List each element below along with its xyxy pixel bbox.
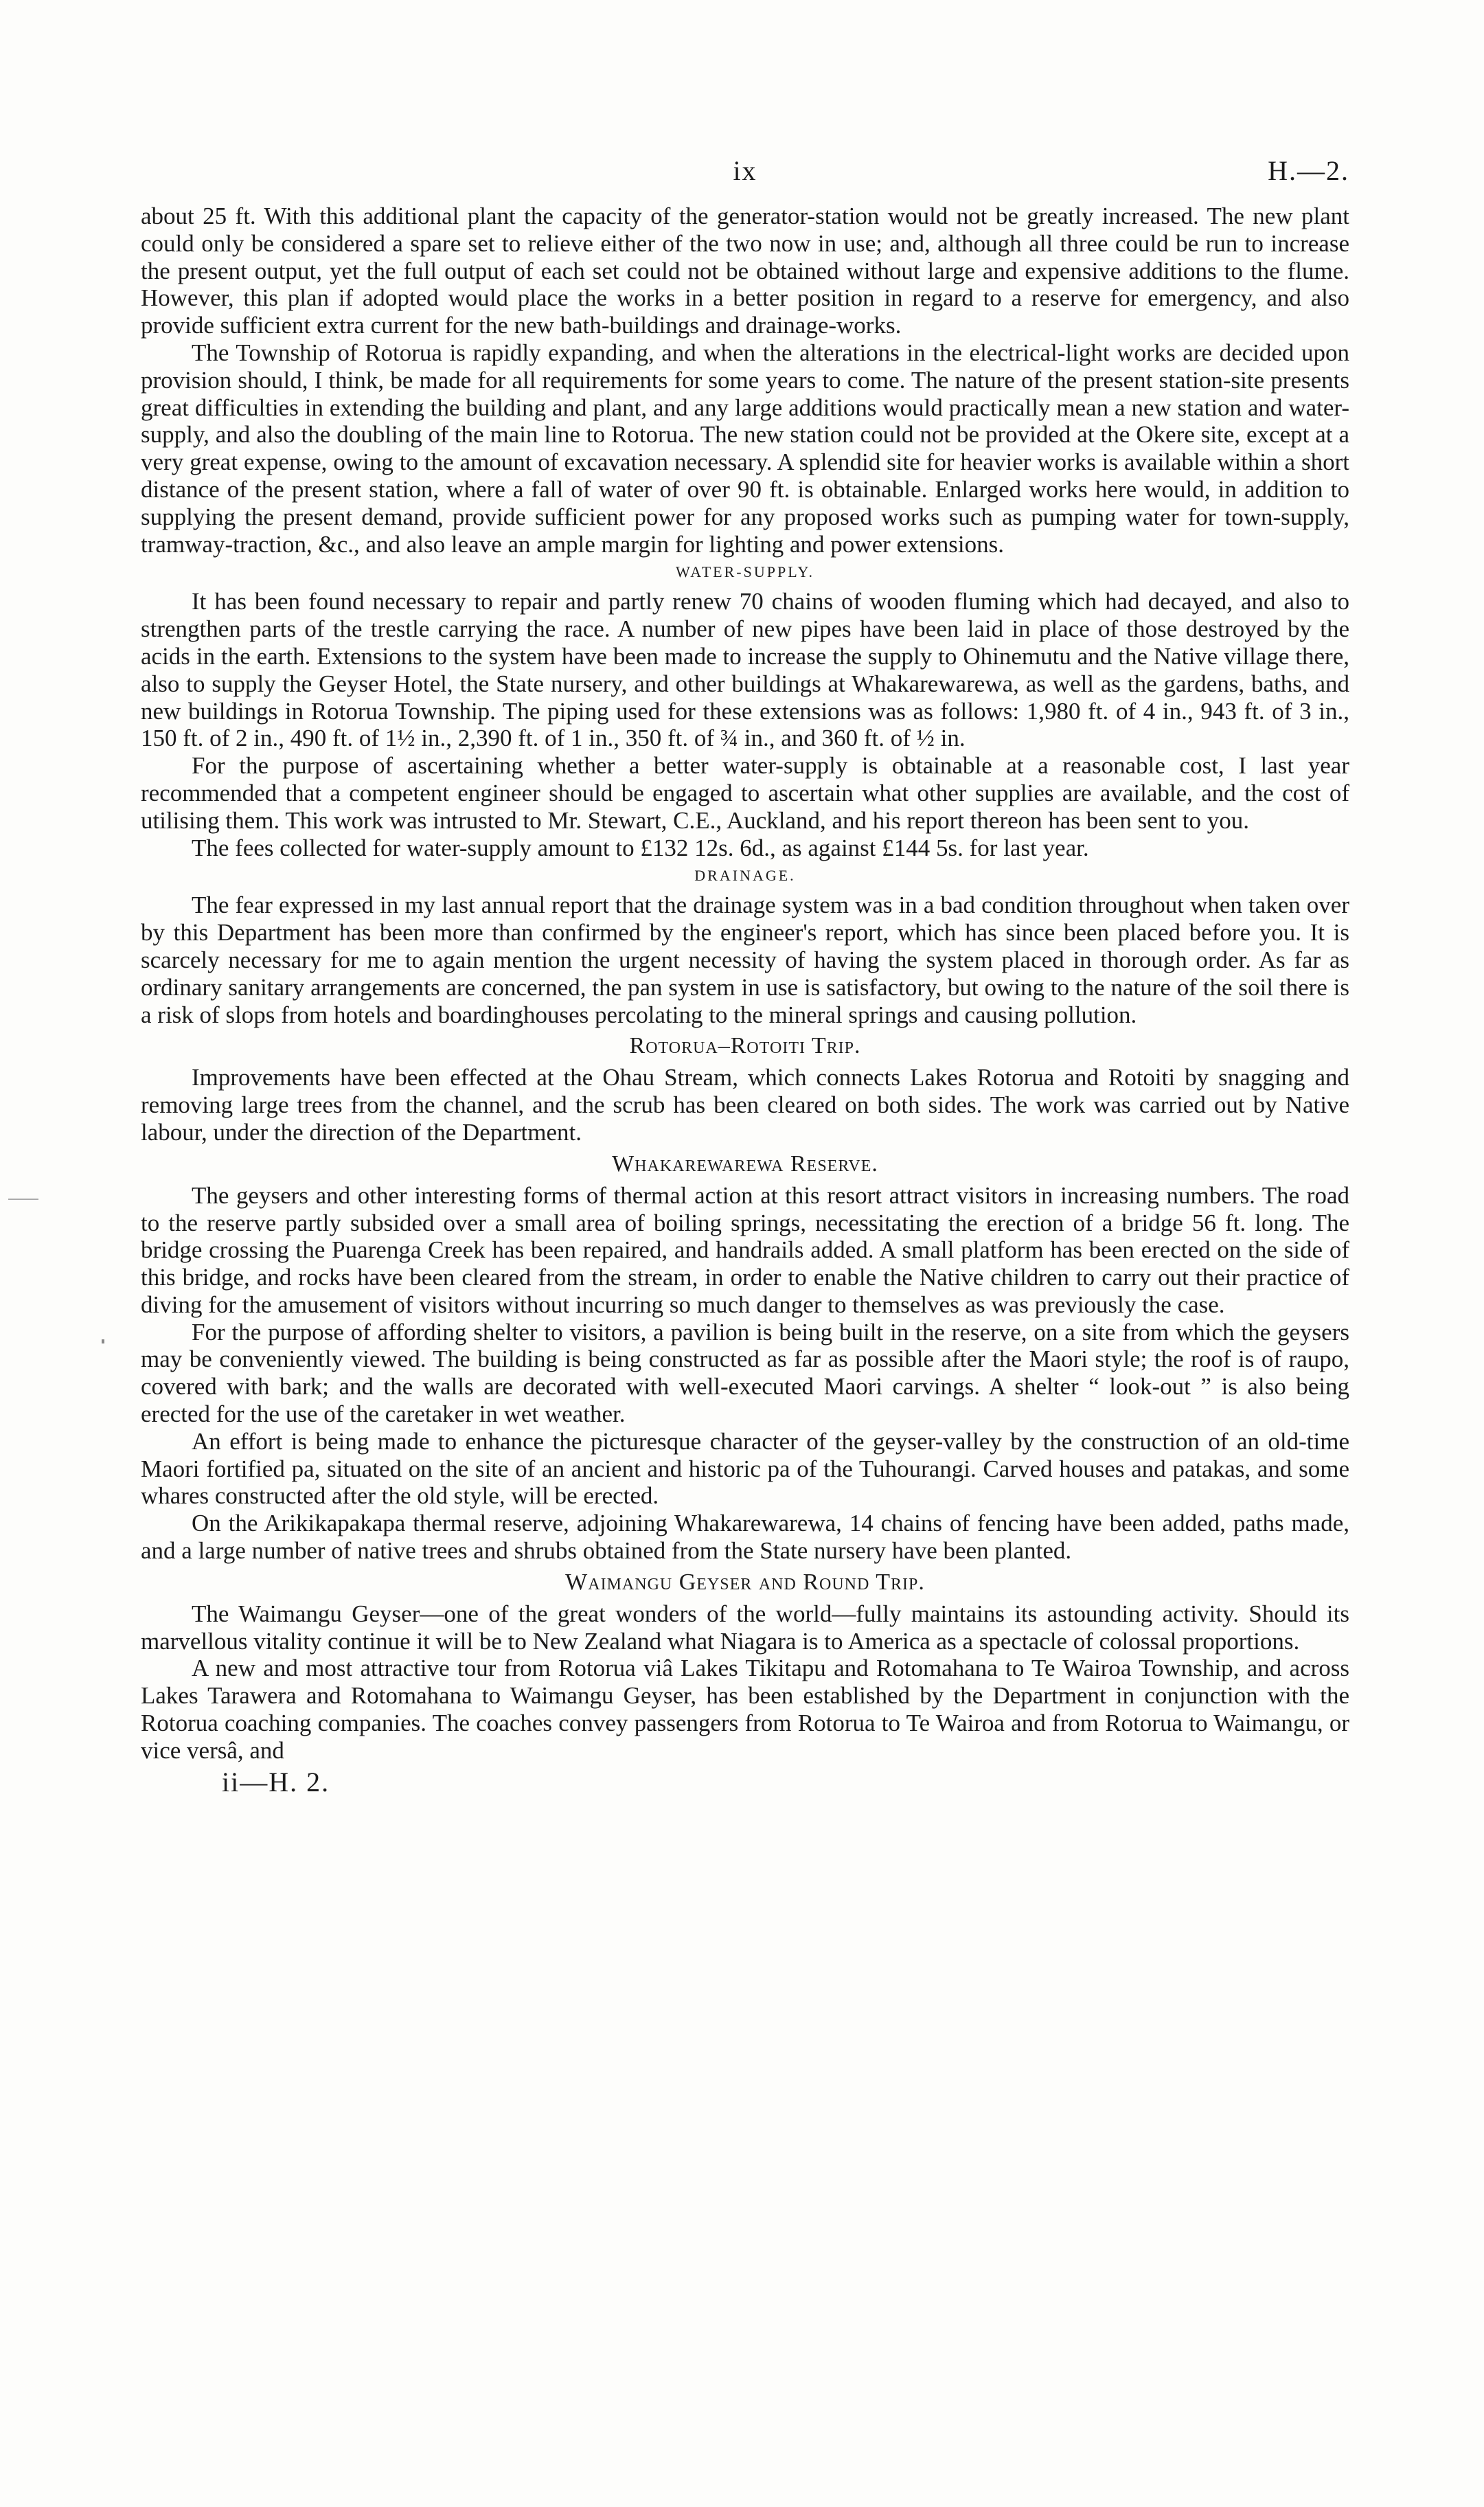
page-header bbox=[141, 155, 1349, 203]
paragraph: For the purpose of ascertaining whether a better water-supply is obtainable at a reasonable cost, I last year recommended that a competent engineer should be engaged to ascertain what other supplies are available, and the cost of utilising them. This work was intrusted to Mr. Stewart, C.E., Auckland, and his report thereon has been sent to you. bbox=[141, 752, 1349, 834]
section-heading-water-supply: WATER-SUPPLY. bbox=[675, 563, 815, 581]
paragraph: On the Arikikapakapa thermal reserve, adjoining Whakarewarewa, 14 chains of fencing have been added, paths made, and a large number of native trees and shrubs obtained from the State nursery have been planted. bbox=[141, 1510, 1349, 1565]
margin-dot bbox=[102, 1339, 104, 1343]
paragraph: Improvements have been effected at the Ohau Stream, which connects Lakes Rotorua and Rotoiti by snagging and removing large trees from the channel, and the scrub has been cleared on both sides. The work was carried out by Native labour, under the direction of the Department. bbox=[141, 1064, 1349, 1146]
document-page bbox=[141, 155, 1349, 1797]
paragraph: The geysers and other interesting forms of thermal action at this resort attract visitors in increasing numbers. The road to the reserve partly subsided over a small area of boiling springs, necessitating the erection of a bridge 56 ft. long. The bridge crossing the Puarenga Creek has been repaired, and handrails added. A small platform has been erected on the side of this bridge, and rocks have been cleared from the stream, in order to enable the Native children to carry out their practice of diving for the amusement of visitors without incurring so much danger to themselves as was previously the case. bbox=[141, 1181, 1349, 1318]
paragraph: It has been found necessary to repair and partly renew 70 chains of wooden fluming which had decayed, and also to strengthen parts of the trestle carrying the race. A number of new pipes have been laid in place of those destroyed by the acids in the earth. Extensions to the system have been made to increase the supply to Ohinemutu and the Native village there, also to supply the Geyser Hotel, the State nursery, and other buildings at Whakarewarewa, as well as the gardens, baths, and new buildings in Rotorua Township. The piping used for these extensions was as follows: 1,980 ft. of 4 in., 943 ft. of 3 in., 150 ft. of 2 in., 490 ft. of 1½ in., 2,390 ft. of 1 in., 350 ft. of ¾ in., and 360 ft. of ½ in. bbox=[141, 588, 1349, 752]
section-heading-waimangu: Waimangu Geyser and Round Trip. bbox=[565, 1569, 925, 1595]
page-number: ix bbox=[733, 155, 757, 186]
paragraph: A new and most attractive tour from Rotorua viâ Lakes Tikitapu and Rotomahana to Te Wairoa Township, and across Lakes Tarawera and Rotomahana to Waimangu Geyser, has been established by the Department in conjunction with the Rotorua coaching companies. The coaches convey passengers from Rotorua to Te Wairoa and from Rotorua to Waimangu, or vice versâ, and bbox=[141, 1655, 1349, 1764]
document-reference: H.—2. bbox=[1268, 155, 1349, 186]
paragraph: An effort is being made to enhance the picturesque character of the geyser-valley by the construction of an old-time Maori fortified pa, situated on the site of an ancient and historic pa of the Tuhourangi. Carved houses and patakas, and some whares constructed after the old style, will be erected. bbox=[141, 1427, 1349, 1510]
paragraph: For the purpose of affording shelter to visitors, a pavilion is being built in the reserve, on a site from which the geysers may be conveniently viewed. The building is being constructed as far as possible after the Maori style; the roof is of raupo, covered with bark; and the walls are decorated with well-executed Maori carvings. A shelter “ look-out ” is also being erected for the use of the caretaker in wet weather. bbox=[141, 1318, 1349, 1428]
section-heading-drainage: DRAINAGE. bbox=[694, 867, 796, 885]
section-heading-whakarewarewa: Whakarewarewa Reserve. bbox=[612, 1150, 878, 1177]
paragraph: The Waimangu Geyser—one of the great wonders of the world—fully maintains its astounding activity. Should its marvellous vitality continue it will be to New Zealand what Niagara is to America as a spectacle of colossal proportions. bbox=[141, 1600, 1349, 1655]
paragraph: The fear expressed in my last annual report that the drainage system was in a bad condition throughout when taken over by this Department has been more than confirmed by the engineer's report, which has since been placed before you. It is scarcely necessary for me to again mention the urgent necessity of having the system placed in thorough order. As far as ordinary sanitary arrangements are concerned, the pan system in use is satisfactory, but owing to the nature of the soil there is a risk of slops from hotels and boardinghouses percolating to the mineral springs and causing pollution. bbox=[141, 892, 1349, 1028]
margin-mark bbox=[8, 1199, 38, 1200]
section-heading-rotorua-rotoiti: Rotorua–Rotoiti Trip. bbox=[629, 1033, 861, 1059]
paragraph: The fees collected for water-supply amount to £132 12s. 6d., as against £144 5s. for last year. bbox=[192, 834, 1089, 861]
signature-mark: ii—H. 2. bbox=[222, 1766, 330, 1797]
paragraph: The Township of Rotorua is rapidly expanding, and when the alterations in the electrical-light works are decided upon provision should, I think, be made for all requirements for some years to come. The nature of the present station-site presents great difficulties in extending the building and plant, and any large additions would practically mean a new station and water-supply, and also the doubling of the main line to Rotorua. The new station could not be provided at the Okere site, except at a very great expense, owing to the amount of excavation necessary. A splendid site for heavier works is available within a short distance of the present station, where a fall of water of over 90 ft. is obtainable. Enlarged works here would, in addition to supplying the present demand, provide sufficient power for any proposed works such as pumping water for town-supply, tramway-traction, &c., and also leave an ample margin for lighting and power extensions. bbox=[141, 339, 1349, 558]
paragraph: about 25 ft. With this additional plant the capacity of the generator-station would not be greatly increased. The new plant could only be considered a spare set to relieve either of the two now in use; and, although all three could be run to increase the present output, yet the full output of each set could not be obtained without large and expensive additions to the flume. However, this plan if adopted would place the works in a better position in regard to a reserve for emergency, and also provide sufficient extra current for the new bath-buildings and drainage-works. bbox=[141, 203, 1349, 339]
